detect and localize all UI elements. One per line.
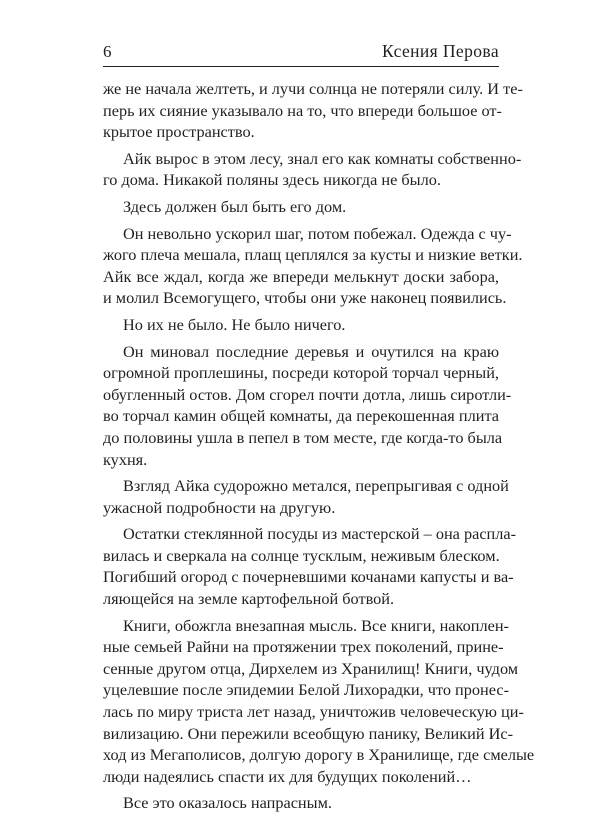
text-line: до половины ушла в пепел в том месте, где когда-то была [103,427,503,447]
text-line: Он невольно ускорил шаг, потом побежал. Одежда с чу- [123,223,512,243]
text-line: сенные другом отца, Дирхелем из Хранилищ! Книги, чудом [103,658,519,678]
text-line: кухня. [103,449,148,469]
text-line: перь их сияние указывало на то, что впереди большое от- [103,100,502,120]
paragraph [103,475,509,518]
text-line: ляющейся на земле картофельной ботвой. [103,589,395,609]
page-header [103,38,499,64]
paragraph [103,523,517,609]
text-line: вилизацию. Они пережили всеобщую панику, Великий Ис- [103,723,514,743]
text-line: люди надеялись спасти их для будущих поколений… [103,766,472,786]
text-line: Он миновал последние деревья и очутился на краю [123,341,499,361]
paragraph [103,341,512,471]
text-line: во торчал камин общей комнаты, да перекошенная плита [103,406,499,426]
text-line: ход из Мегаполисов, долгую дорогу в Хранилище, где смелые [103,745,535,765]
text-line: ные семьей Райни на протяжении трех поколений, прине- [103,637,504,657]
text-line: Айк вырос в этом лесу, знал его как комнаты собственно- [123,148,522,168]
header-rule [103,66,499,67]
text-line: го дома. Никакой поляны здесь никогда не было. [103,170,441,190]
text-line: Погибший огород с почерневшими кочанами капусты и ва- [103,567,514,587]
running-title: Ксения Перова [381,41,499,61]
text-line: Остатки стеклянной посуды из мастерской – она распла- [123,524,517,544]
text-line: лась по миру триста лет назад, уничтожив человеческую ци- [103,702,524,722]
paragraph [103,148,522,191]
paragraph [103,223,523,309]
paragraph [103,615,535,788]
paragraph [103,314,499,336]
text-line: крытое пространство. [103,122,255,142]
paragraph [103,196,499,218]
page-number: 6 [103,42,112,61]
text-line: вилась и сверкала на солнце тусклым, неживым блеском. [103,545,500,565]
text-line: огромной проплешины, посреди которой торчал черный, [103,363,499,383]
text-line: уцелевшие после эпидемии Белой Лихорадки, что пронес- [103,680,510,700]
text-line: Но их не было. Не было ничего. [123,314,346,334]
text-line: же не начала желтеть, и лучи солнца не потеряли силу. И те- [103,79,523,98]
text-line: Книги, обожгла внезапная мысль. Все книги, накоплен- [123,615,509,635]
text-line: Здесь должен был быть его дом. [123,196,347,216]
text-line: Все это оказалось напрасным. [123,793,332,813]
text-line: жого плеча мешала, плащ цеплялся за кусты и низкие ветки. [103,245,523,265]
text-line: обугленный остов. Дом сгорел почти дотла, лишь сиротли- [103,384,512,404]
body-text [103,78,535,819]
text-line: Айк все ждал, когда же впереди мелькнут доски забора, [103,266,499,286]
paragraph [103,78,523,143]
text-line: Взгляд Айка судорожно метался, перепрыгивая с одной [123,476,509,496]
text-line: и молил Всемогущего, чтобы они уже наконец появились. [103,288,507,308]
text-line: ужасной подробности на другую. [103,497,336,517]
paragraph [103,792,499,814]
